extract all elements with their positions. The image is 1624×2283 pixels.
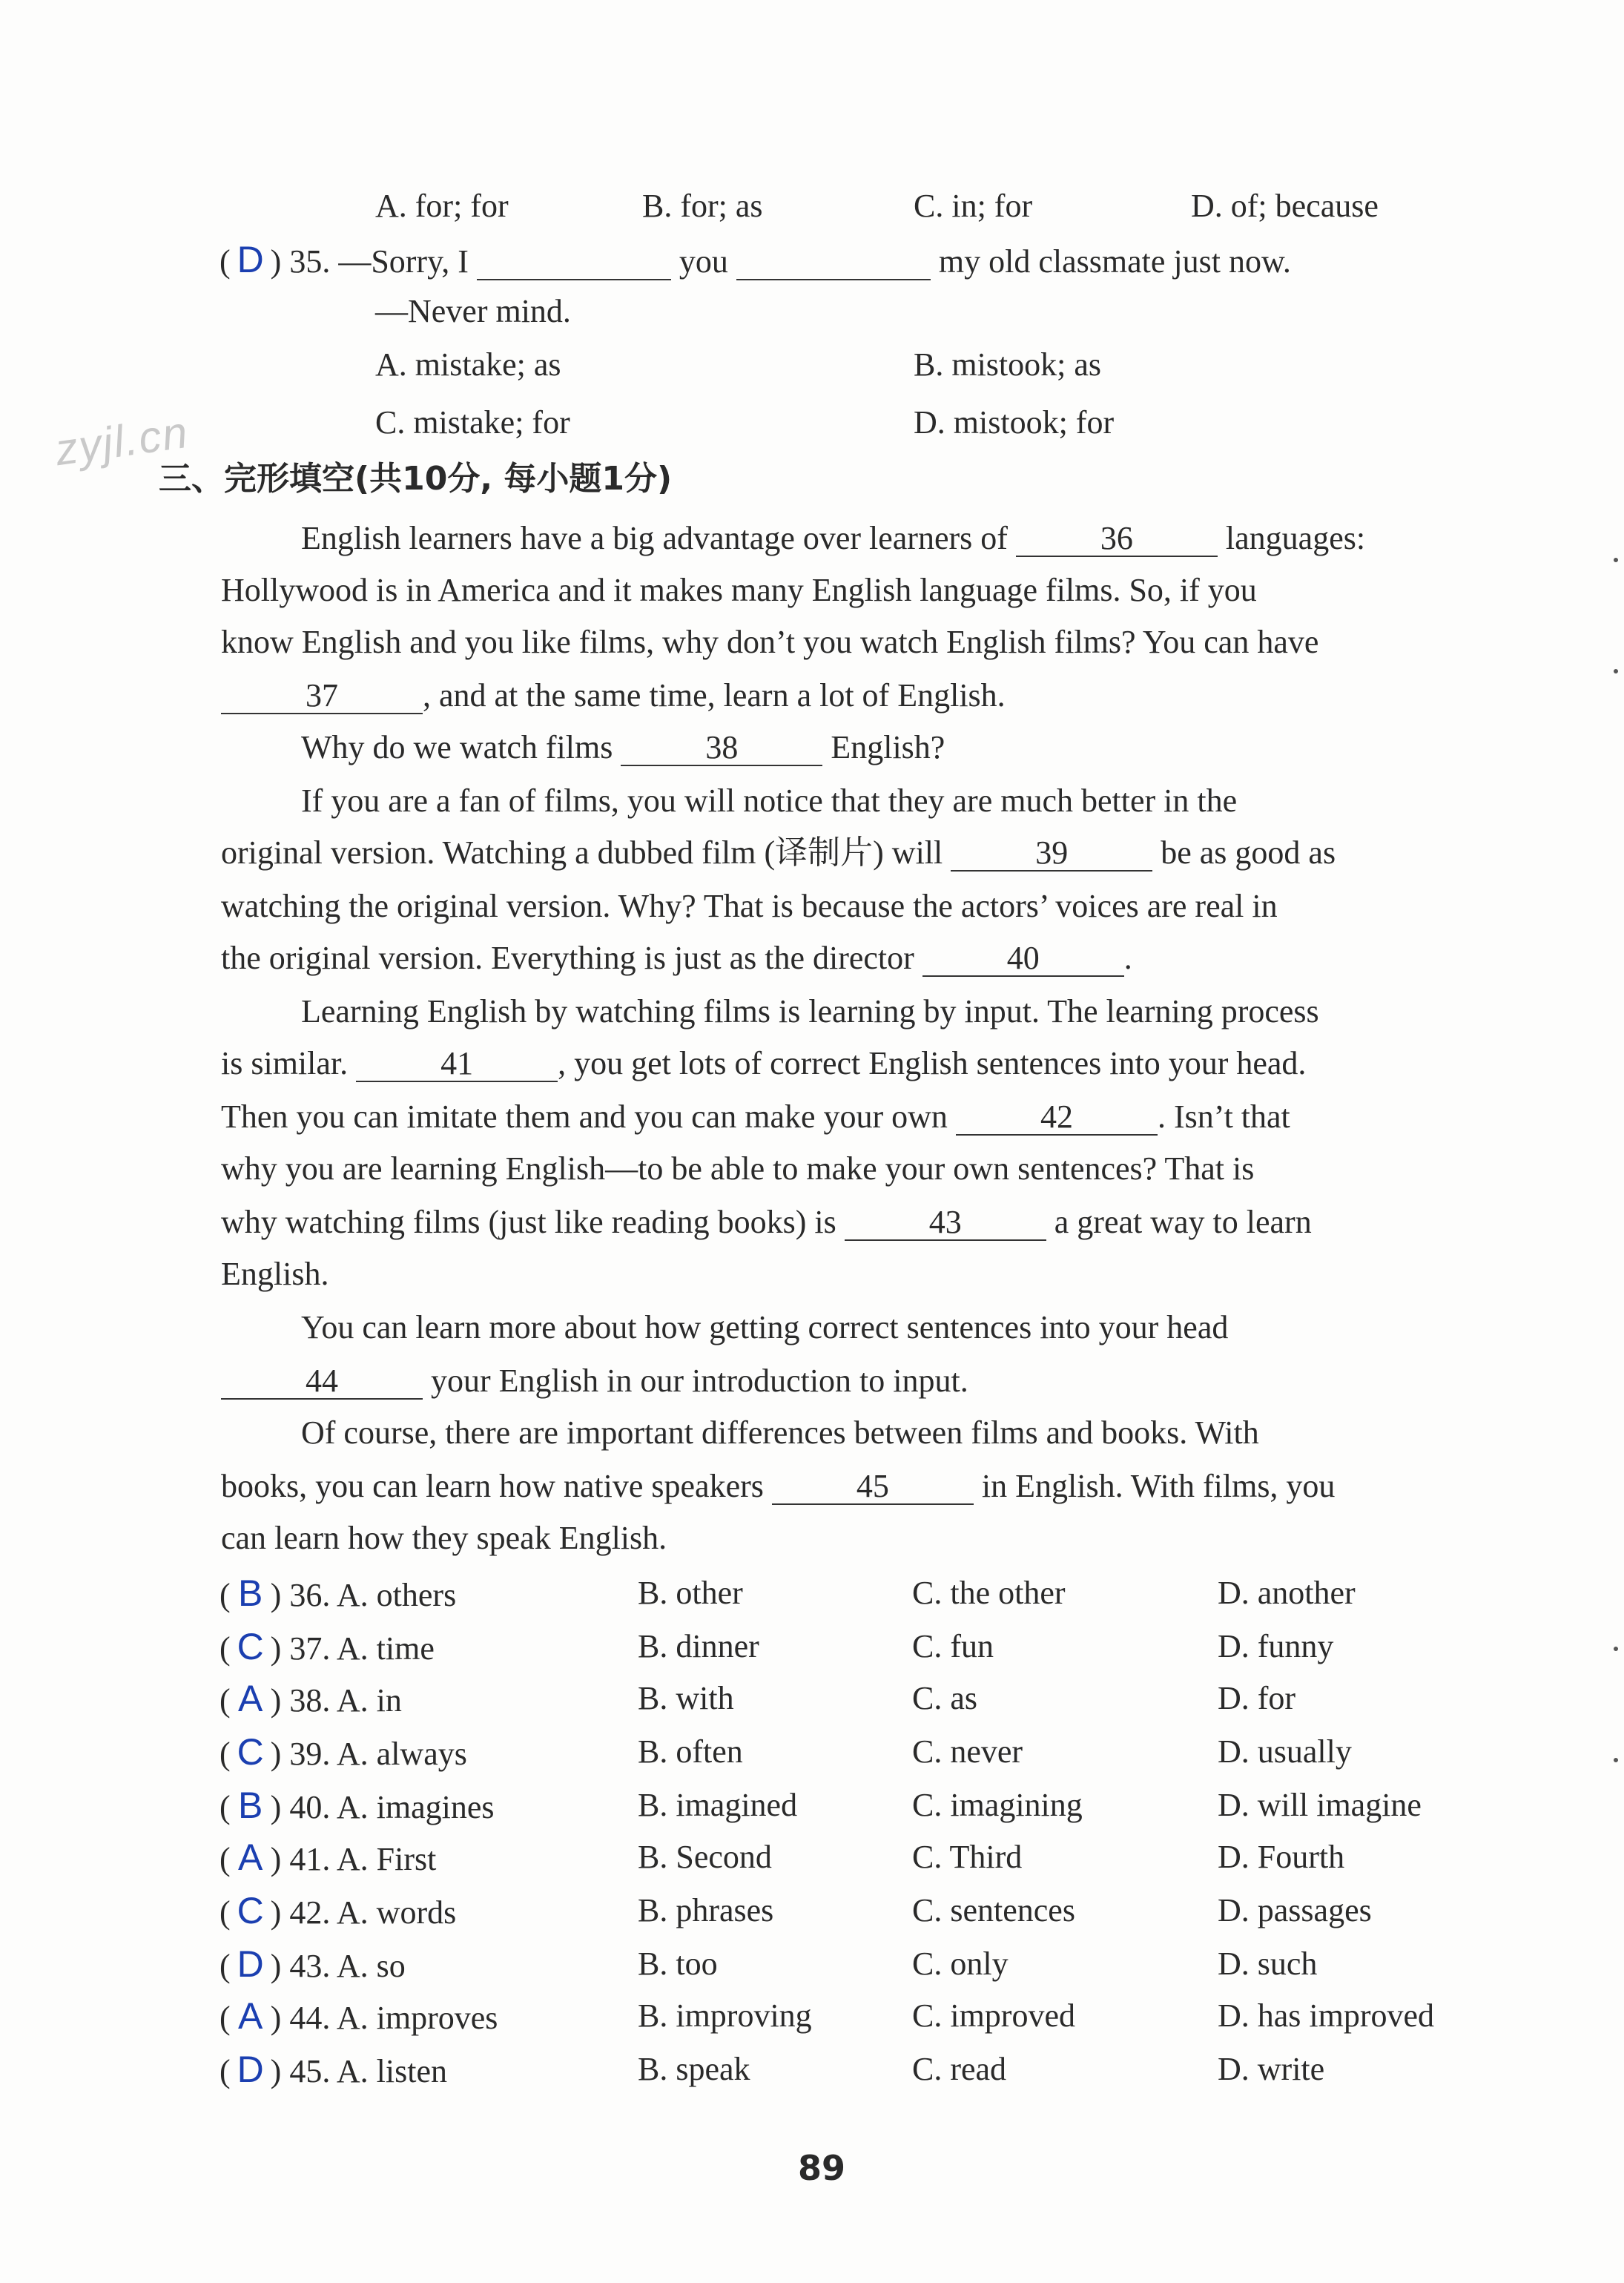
open-paren: ( — [219, 1682, 231, 1719]
question-row — [219, 1624, 435, 1671]
close-paren: ) — [270, 1894, 282, 1931]
blank-42: 42 — [956, 1100, 1158, 1136]
open-paren: ( — [219, 1948, 231, 1984]
answer-mark: A — [237, 1836, 263, 1878]
answer-mark: A — [237, 1995, 263, 2037]
option-b: B. other — [638, 1575, 743, 1611]
edge-mark — [1614, 1758, 1618, 1762]
q35-stem — [219, 237, 1291, 284]
option-a: A. always — [336, 1736, 467, 1772]
question-row — [219, 1571, 456, 1618]
option-d: D. another — [1218, 1575, 1356, 1611]
question-row — [219, 1942, 406, 1989]
passage-line — [221, 1041, 1306, 1086]
passage-text: a great way to learn — [1054, 1204, 1312, 1240]
passage-line — [221, 1464, 1335, 1509]
passage-line: Learning English by watching films is learning by input. The learning process — [301, 993, 1319, 1030]
q35-reply: —Never mind. — [375, 293, 571, 329]
passage-line — [301, 725, 945, 770]
q35-stem-a: 35. —Sorry, I — [289, 243, 469, 280]
open-paren: ( — [219, 1577, 231, 1613]
close-paren: ) — [270, 1577, 282, 1613]
open-paren: ( — [219, 1894, 231, 1931]
answer-mark: B — [237, 1572, 263, 1614]
q35-option-a: A. mistake; as — [375, 346, 561, 383]
option-a: A. in — [336, 1682, 402, 1719]
passage-text: , you get lots of correct English sentences into your head. — [558, 1045, 1307, 1081]
option-c: C. imagining — [912, 1787, 1083, 1823]
q34-option-b: B. for; as — [642, 188, 763, 224]
q34-option-d: D. of; because — [1191, 188, 1379, 224]
passage-line — [221, 1200, 1312, 1245]
passage-text: why watching films (just like reading books) is — [221, 1204, 836, 1240]
passage-text: in English. With films, you — [981, 1468, 1336, 1504]
q35-open-paren: ( — [219, 243, 231, 280]
option-d: D. for — [1218, 1680, 1296, 1716]
close-paren: ) — [270, 1841, 282, 1877]
option-a: A. imagines — [336, 1789, 495, 1825]
question-number: 44. — [289, 2000, 331, 2036]
question-number: 39. — [289, 1736, 331, 1772]
section-heading: 三、完形填空(共10分, 每小题1分) — [159, 460, 673, 498]
passage-text: English learners have a big advantage over learners of — [301, 520, 1008, 556]
passage-line — [221, 1359, 968, 1403]
q34-option-c: C. in; for — [914, 188, 1033, 224]
close-paren: ) — [270, 1948, 282, 1984]
option-a: A. improves — [336, 2000, 498, 2036]
q35-option-c: C. mistake; for — [375, 404, 570, 441]
option-b: B. phrases — [638, 1892, 774, 1928]
close-paren: ) — [270, 2000, 282, 2036]
question-number: 38. — [289, 1682, 331, 1719]
question-number: 45. — [289, 2053, 331, 2089]
blank-44: 44 — [221, 1364, 423, 1400]
page-number: 89 — [798, 2148, 846, 2188]
q35-blank-1 — [477, 245, 671, 280]
question-number: 43. — [289, 1948, 331, 1984]
answer-mark: C — [237, 1731, 264, 1773]
passage-line: Hollywood is in America and it makes many English language films. So, if you — [221, 572, 1257, 608]
q35-close-paren: ) — [270, 243, 282, 280]
question-number: 41. — [289, 1841, 331, 1877]
question-row — [219, 2047, 447, 2094]
blank-40: 40 — [922, 941, 1124, 977]
passage-line: watching the original version. Why? That is because the actors’ voices are real in — [221, 888, 1278, 924]
passage-text: be as good as — [1161, 834, 1336, 871]
option-d: D. has improved — [1218, 1997, 1435, 2034]
option-d: D. such — [1218, 1946, 1318, 1982]
passage-line — [221, 936, 1132, 981]
blank-37: 37 — [221, 679, 423, 714]
answer-mark: B — [237, 1785, 263, 1826]
passage-line: You can learn more about how getting correct sentences into your head — [301, 1309, 1229, 1345]
question-row — [219, 1783, 495, 1830]
question-number: 40. — [289, 1789, 331, 1825]
passage-line: If you are a fan of films, you will notice that they are much better in the — [301, 783, 1238, 819]
open-paren: ( — [219, 1736, 231, 1772]
blank-43: 43 — [845, 1205, 1046, 1241]
watermark: zyjl.cn — [52, 406, 192, 475]
passage-text: languages: — [1225, 520, 1366, 556]
blank-36: 36 — [1016, 521, 1218, 557]
option-b: B. dinner — [638, 1628, 759, 1664]
answer-mark: A — [237, 1678, 263, 1719]
passage-text: Why do we watch films — [301, 729, 613, 765]
passage-text: Then you can imitate them and you can make your own — [221, 1098, 948, 1135]
passage-line: English. — [221, 1256, 329, 1292]
q35-option-d: D. mistook; for — [914, 404, 1115, 441]
option-b: B. too — [638, 1946, 718, 1982]
passage-line: can learn how they speak English. — [221, 1520, 667, 1556]
option-c: C. sentences — [912, 1892, 1075, 1928]
question-number: 37. — [289, 1630, 331, 1667]
question-row — [219, 1676, 402, 1723]
option-a: A. so — [336, 1948, 406, 1984]
option-d: D. will imagine — [1218, 1787, 1422, 1823]
option-a: A. time — [336, 1630, 435, 1667]
edge-mark — [1614, 669, 1618, 673]
close-paren: ) — [270, 1682, 282, 1719]
open-paren: ( — [219, 1630, 231, 1667]
option-c: C. fun — [912, 1628, 994, 1664]
q34-option-a: A. for; for — [375, 188, 509, 224]
open-paren: ( — [219, 1789, 231, 1825]
passage-text: your English in our introduction to input. — [431, 1363, 968, 1399]
option-d: D. write — [1218, 2051, 1325, 2087]
passage-line — [221, 831, 1336, 875]
option-a: A. words — [336, 1894, 457, 1931]
option-c: C. never — [912, 1733, 1023, 1770]
option-c: C. as — [912, 1680, 977, 1716]
edge-mark — [1614, 1647, 1618, 1651]
option-c: C. read — [912, 2051, 1007, 2087]
question-row — [219, 1835, 436, 1882]
passage-text: , and at the same time, learn a lot of English. — [423, 677, 1006, 714]
blank-39: 39 — [951, 836, 1152, 872]
q35-stem-c: my old classmate just now. — [938, 243, 1291, 280]
close-paren: ) — [270, 1630, 282, 1667]
option-d: D. passages — [1218, 1892, 1372, 1928]
passage-text: . Isn’t that — [1157, 1098, 1290, 1135]
question-number: 36. — [289, 1577, 331, 1613]
answer-mark: D — [237, 2049, 264, 2090]
q35-blank-2 — [736, 245, 931, 280]
answer-mark: D — [237, 1943, 264, 1985]
passage-text: is similar. — [221, 1045, 349, 1081]
question-row — [219, 1994, 498, 2040]
open-paren: ( — [219, 1841, 231, 1877]
passage-line — [301, 516, 1365, 561]
close-paren: ) — [270, 2053, 282, 2089]
option-b: B. Second — [638, 1839, 772, 1875]
answer-mark: C — [237, 1890, 264, 1931]
edge-mark — [1614, 558, 1618, 562]
option-c: C. the other — [912, 1575, 1066, 1611]
option-c: C. improved — [912, 1997, 1075, 2034]
question-row — [219, 1730, 467, 1776]
option-a: A. First — [336, 1841, 437, 1877]
option-b: B. with — [638, 1680, 734, 1716]
option-a: A. others — [336, 1577, 457, 1613]
question-number: 42. — [289, 1894, 331, 1931]
passage-line: why you are learning English—to be able to make your own sentences? That is — [221, 1150, 1255, 1187]
passage-line — [221, 673, 1006, 718]
passage-line — [221, 1095, 1290, 1139]
close-paren: ) — [270, 1789, 282, 1825]
passage-text: English? — [831, 729, 945, 765]
option-a: A. listen — [336, 2053, 447, 2089]
option-b: B. imagined — [638, 1787, 798, 1823]
option-b: B. often — [638, 1733, 743, 1770]
q35-option-b: B. mistook; as — [914, 346, 1102, 383]
passage-text: original version. Watching a dubbed film (译制片) will — [221, 834, 943, 871]
blank-45: 45 — [772, 1469, 974, 1505]
option-d: D. Fourth — [1218, 1839, 1345, 1875]
passage-line: Of course, there are important differences between films and books. With — [301, 1414, 1259, 1451]
passage-text: . — [1123, 940, 1132, 976]
blank-41: 41 — [356, 1047, 558, 1082]
open-paren: ( — [219, 2000, 231, 2036]
open-paren: ( — [219, 2053, 231, 2089]
passage-text: books, you can learn how native speakers — [221, 1468, 764, 1504]
option-b: B. speak — [638, 2051, 750, 2087]
option-d: D. funny — [1218, 1628, 1334, 1664]
question-row — [219, 1888, 456, 1935]
option-d: D. usually — [1218, 1733, 1352, 1770]
passage-line: know English and you like films, why don’t you watch English films? You can have — [221, 624, 1319, 660]
q35-stem-b: you — [679, 243, 728, 280]
close-paren: ) — [270, 1736, 282, 1772]
answer-mark: C — [237, 1626, 264, 1667]
option-b: B. improving — [638, 1997, 812, 2034]
option-c: C. only — [912, 1946, 1009, 1982]
passage-text: the original version. Everything is just as the director — [221, 940, 914, 976]
blank-38: 38 — [621, 731, 822, 766]
q35-answer: D — [237, 239, 264, 280]
option-c: C. Third — [912, 1839, 1023, 1875]
